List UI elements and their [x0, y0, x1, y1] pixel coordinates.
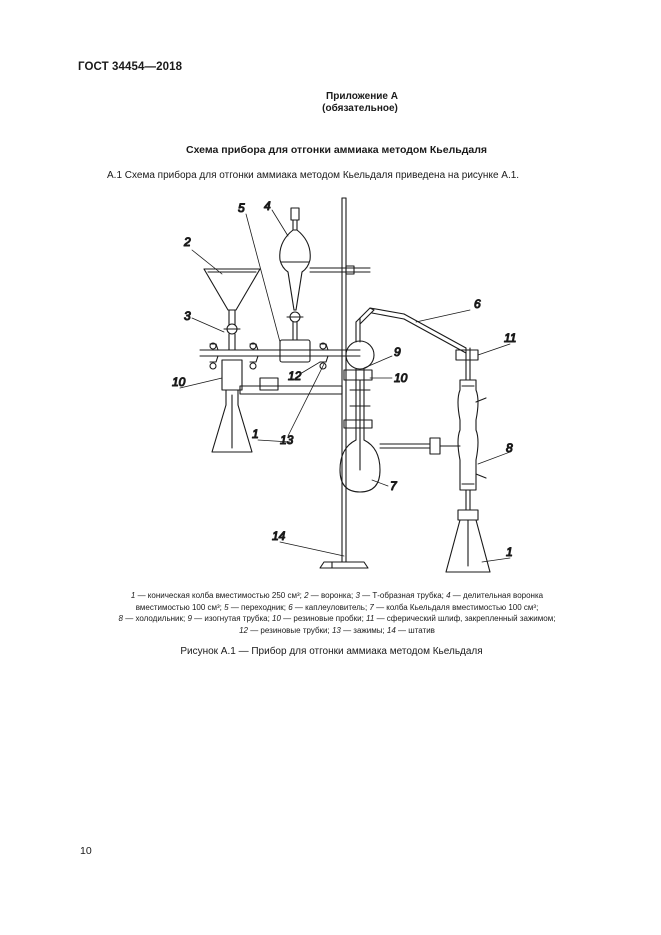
label-12: 12 [288, 369, 302, 383]
figure-legend [98, 590, 576, 636]
left-flask-drawing [212, 360, 342, 452]
appendix-subtitle: (обязательное) [322, 103, 398, 114]
label-6: 6 [474, 297, 481, 311]
section-title: Схема прибора для отгонки аммиака методом Кьельдаля [186, 144, 488, 156]
legend-line-1: 1 — коническая колба вместимостью 250 см³; 2 — воронка; 3 — Т-образная трубка; 4 — делительная воронка [130, 591, 544, 600]
funnel-drawing [204, 269, 260, 350]
label-2: 2 [184, 235, 191, 249]
document-header: ГОСТ 34454—2018 [78, 61, 183, 73]
legend-line-4: 12 — резиновые трубки; 13 — зажимы; 14 — штатив [239, 625, 435, 635]
label-4: 4 [264, 199, 271, 213]
drop-catcher-drawing [356, 308, 470, 380]
right-flask-drawing [446, 510, 490, 572]
label-14: 14 [272, 529, 286, 543]
intro-paragraph: А.1 Схема прибора для отгонки аммиака методом Кьельдаля приведена на рисунке А.1. [107, 170, 520, 181]
label-10b: 10 [394, 371, 408, 385]
separating-funnel-drawing [280, 208, 370, 340]
label-3: 3 [184, 309, 191, 323]
apparatus-figure [160, 190, 540, 585]
label-9: 9 [394, 345, 401, 359]
label-10a: 10 [172, 375, 186, 389]
label-11: 11 [504, 331, 517, 345]
stand-drawing [320, 198, 368, 568]
label-5: 5 [238, 201, 245, 215]
t-tube-drawing [200, 340, 360, 369]
figure-caption: Рисунок А.1 — Прибор для отгонки аммиака методом Кьельдаля [180, 646, 483, 657]
page-number: 10 [80, 845, 92, 857]
label-8: 8 [506, 441, 513, 455]
label-1a: 1 [252, 427, 259, 441]
legend-line-3: 8 — холодильник; 9 — изогнутая трубка; 10 — резиновые пробки; 11 — сферический шлиф, закрепленный зажимом; [118, 614, 556, 624]
label-13: 13 [280, 433, 294, 447]
apparatus-drawing [160, 190, 540, 585]
legend-line-2: вместимостью 100 см³; 5 — переходник; 6 — каплеуловитель; 7 — колба Кьельдаля вместимостью 100 см³; [135, 602, 539, 612]
label-1b: 1 [506, 545, 513, 559]
appendix-title: Приложение А [326, 91, 398, 102]
label-7: 7 [390, 479, 397, 493]
